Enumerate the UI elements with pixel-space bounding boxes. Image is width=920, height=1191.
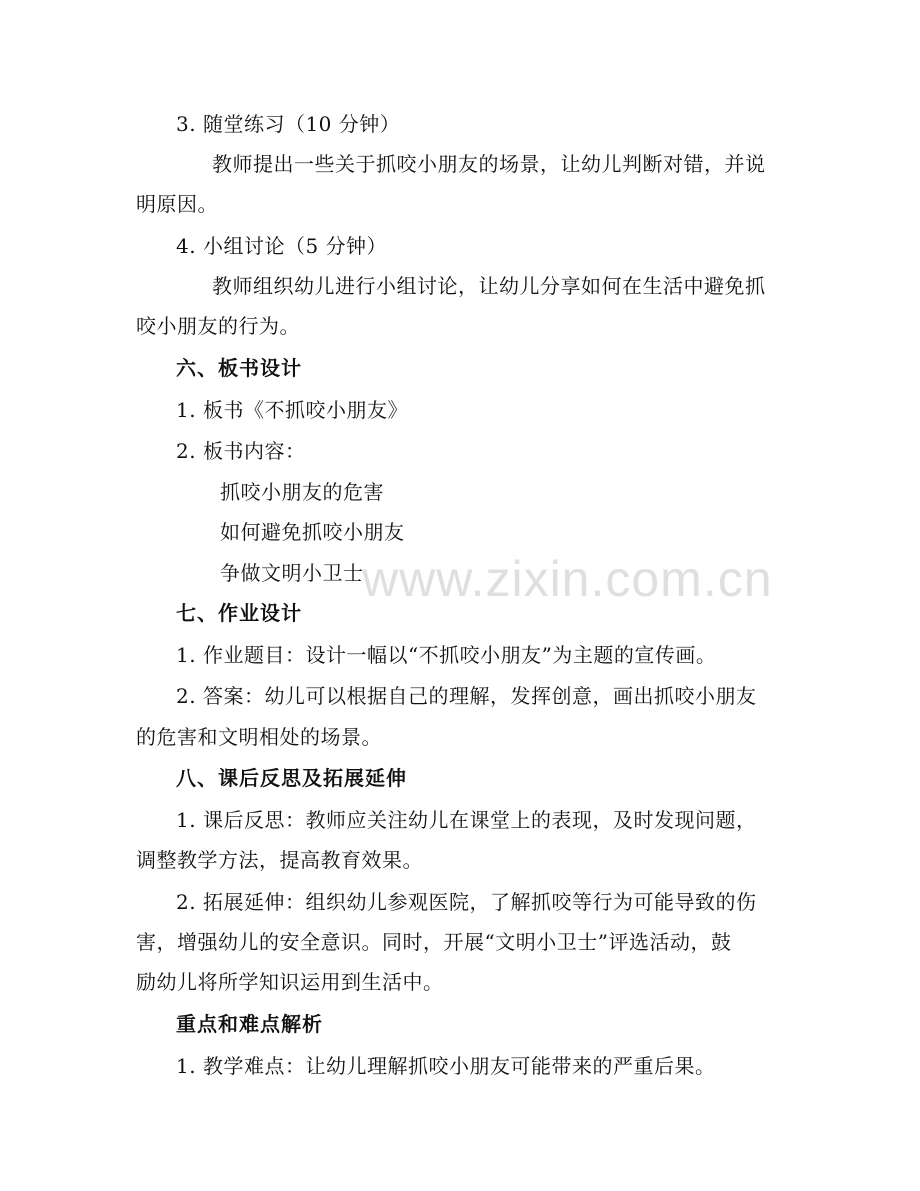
section-heading-key-points: 重点和难点解析 — [176, 1012, 323, 1036]
list-item: 1. 课后反思：教师应关注幼儿在课堂上的表现，及时发现问题， — [176, 808, 757, 832]
section-heading-homework: 七、作业设计 — [176, 601, 302, 625]
board-content-item: 抓咬小朋友的危害 — [220, 480, 384, 504]
paragraph-line: 调整教学方法，提高教育效果。 — [136, 848, 423, 872]
section-heading-reflection: 八、课后反思及拓展延伸 — [176, 766, 407, 790]
paragraph-line: 教师组织幼儿进行小组讨论，让幼儿分享如何在生活中避免抓 — [212, 274, 766, 298]
paragraph-line: 明原因。 — [136, 192, 218, 216]
list-item: 2. 拓展延伸：组织幼儿参观医院，了解抓咬等行为可能导致的伤 — [176, 890, 757, 914]
paragraph-line: 的危害和文明相处的场景。 — [136, 725, 382, 749]
paragraph-line: 教师提出一些关于抓咬小朋友的场景，让幼儿判断对错，并说 — [212, 152, 766, 176]
board-content-item: 争做文明小卫士 — [220, 561, 364, 585]
discussion-heading: 4. 小组讨论（5 分钟） — [176, 234, 388, 258]
list-item: 2. 答案：幼儿可以根据自己的理解，发挥创意，画出抓咬小朋友 — [176, 684, 757, 708]
list-item: 1. 教学难点：让幼儿理解抓咬小朋友可能带来的严重后果。 — [176, 1054, 716, 1078]
practice-heading: 3. 随堂练习（10 分钟） — [176, 112, 401, 136]
list-item: 1. 作业题目：设计一幅以“不抓咬小朋友”为主题的宣传画。 — [176, 643, 717, 667]
paragraph-line: 咬小朋友的行为。 — [136, 314, 300, 338]
paragraph-line: 害，增强幼儿的安全意识。同时，开展“文明小卫士”评选活动，鼓 — [136, 930, 732, 954]
watermark: www.zixin.com.cn — [362, 551, 773, 607]
board-content-item: 如何避免抓咬小朋友 — [220, 520, 405, 544]
paragraph-line: 励幼儿将所学知识运用到生活中。 — [136, 970, 444, 994]
list-item: 1. 板书《不抓咬小朋友》 — [176, 398, 408, 422]
section-heading-board-design: 六、板书设计 — [176, 356, 302, 380]
list-item: 2. 板书内容： — [176, 439, 306, 463]
